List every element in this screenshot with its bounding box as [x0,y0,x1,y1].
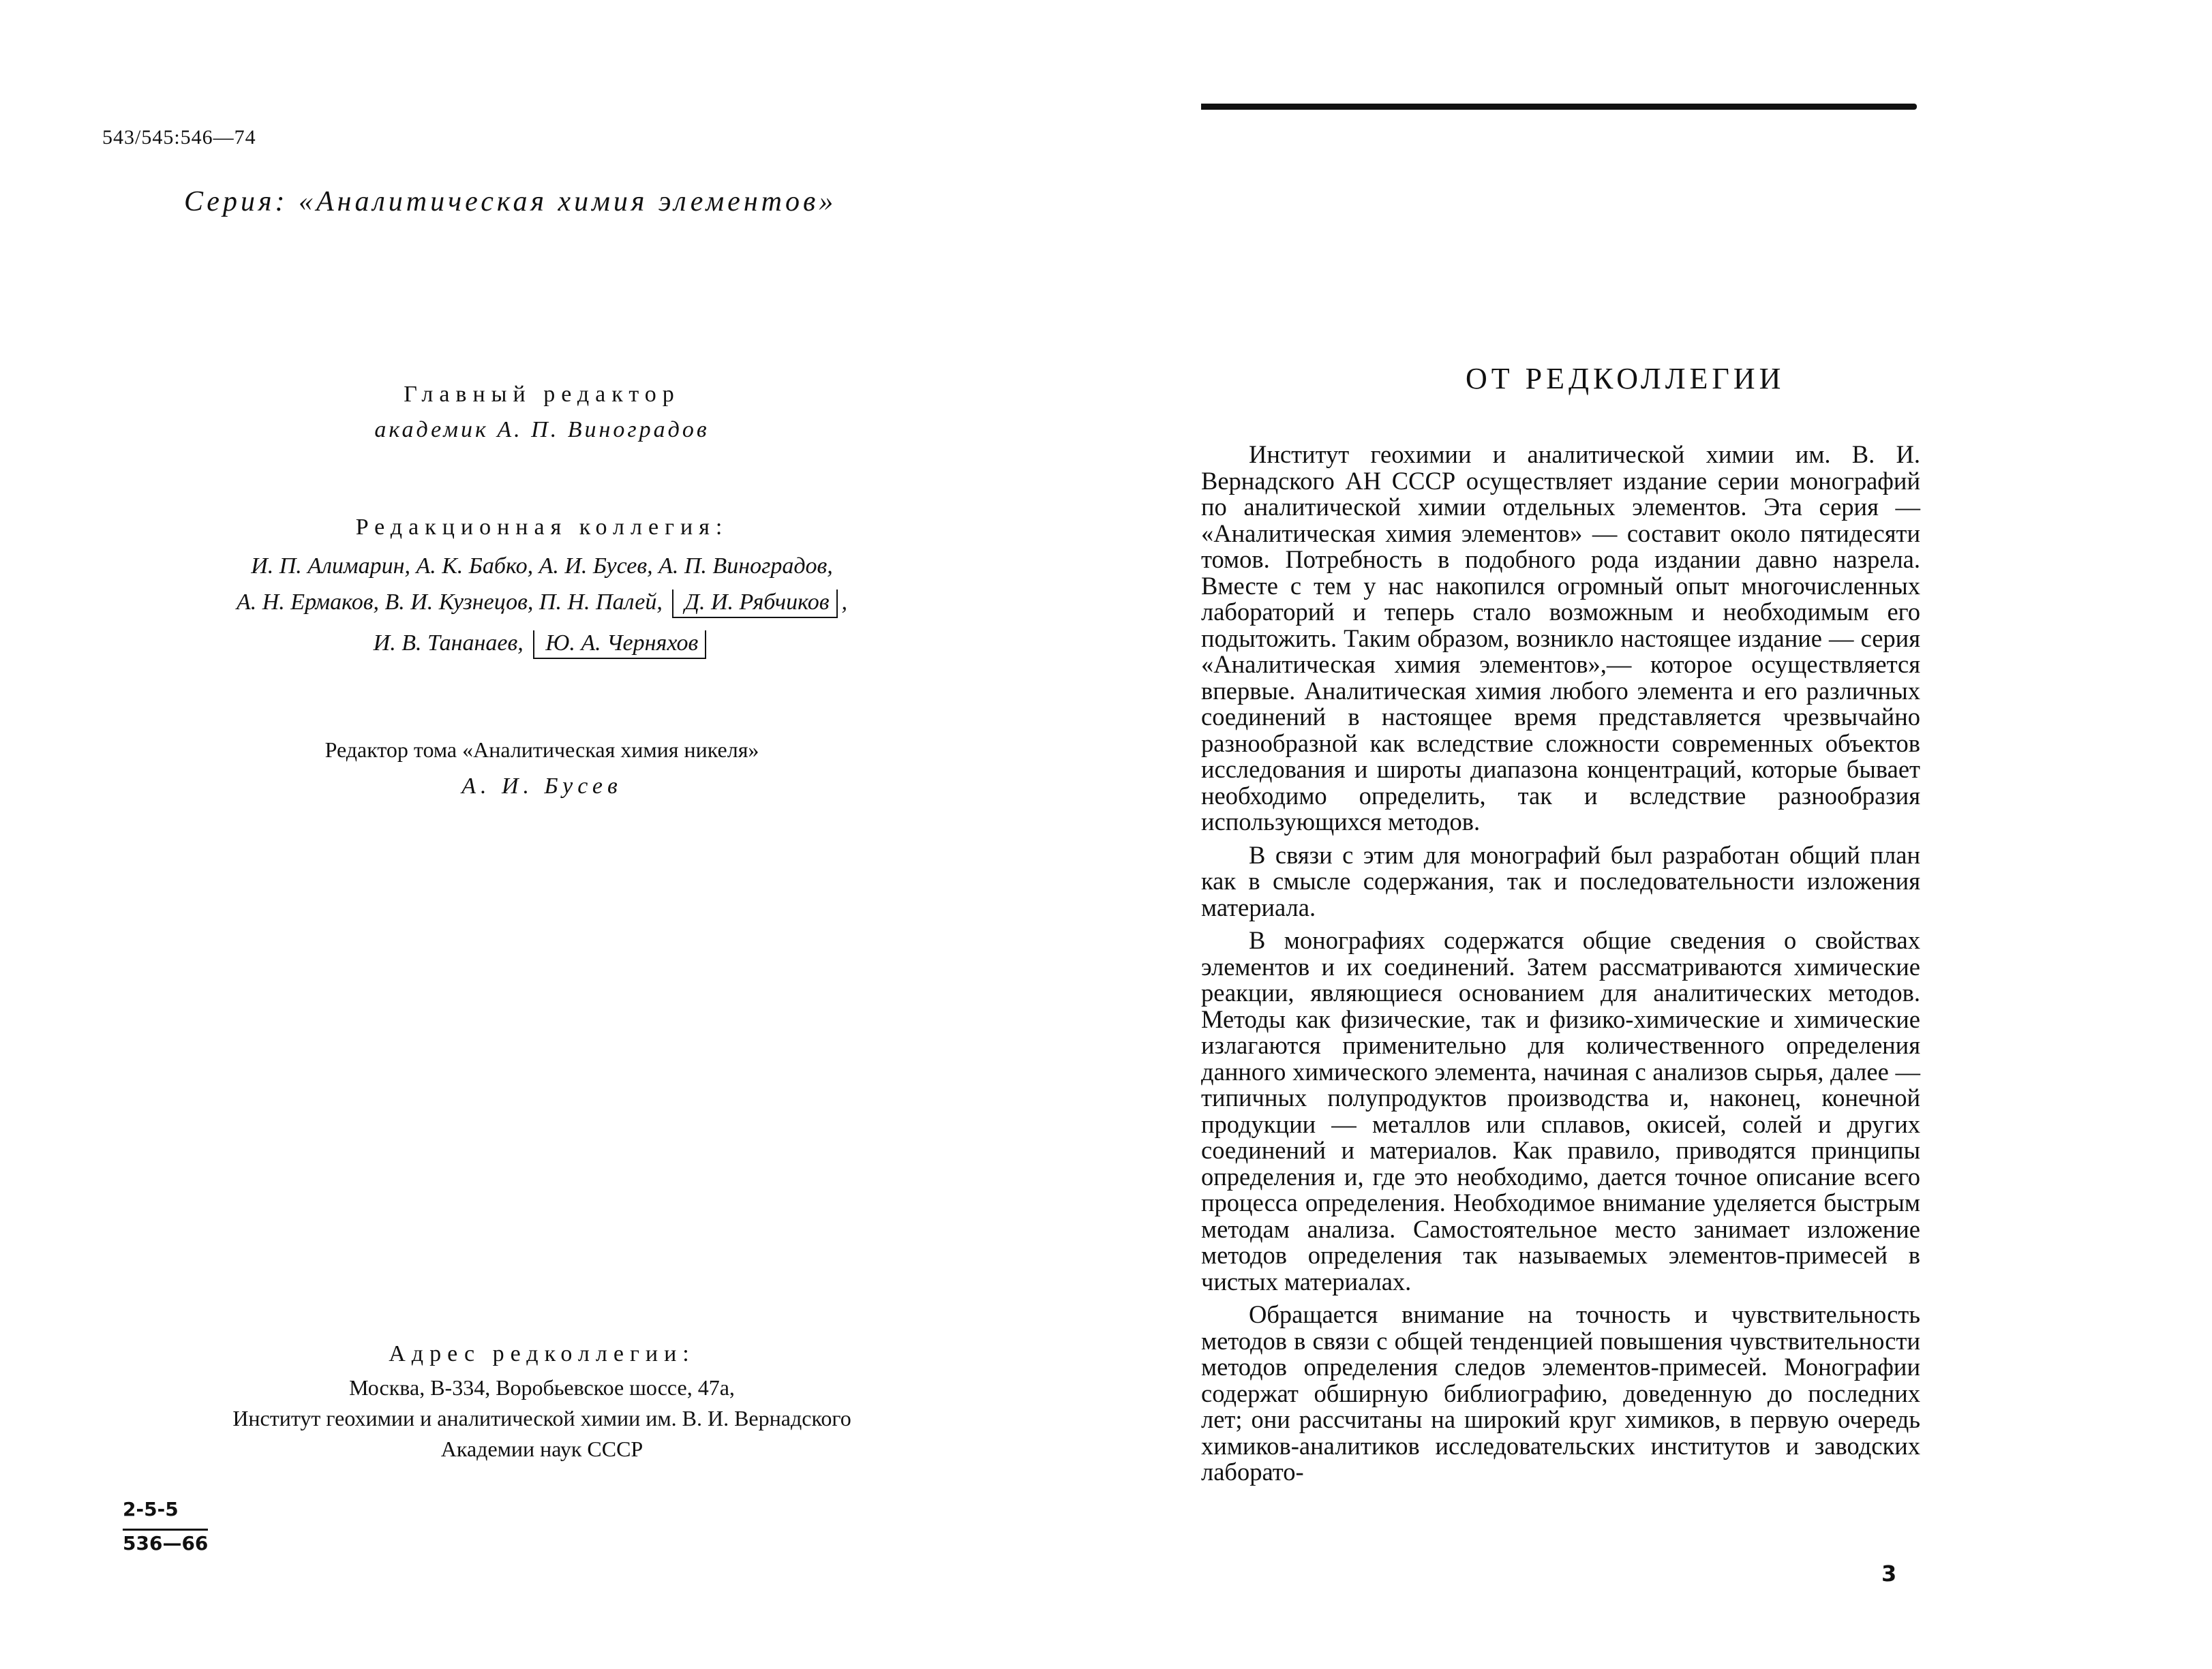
preface-body [1201,442,1920,1492]
editorial-board-label: Редакционная коллегия: [355,515,729,540]
udc-code: 543/545:546—74 [102,126,256,149]
deceased-member-frame: Ю. А. Черняхов [533,630,706,659]
series-title: Серия: «Аналитическая химия элементов» [184,186,837,217]
address-line-2: Институт геохимии и аналитической химии им. В. И. Вернадского [232,1406,851,1430]
top-rule [1201,104,1917,110]
editorial-board-line-2-text: А. Н. Ермаков, В. И. Кузнецов, П. Н. Палей, [236,589,663,615]
address-line-1: Москва, В-334, Воробьевское шоссе, 47а, [349,1375,735,1400]
deceased-member-frame: Д. И. Рябчиков [672,589,837,618]
page-number: 3 [1881,1561,1897,1587]
editorial-board-line-2-end: , [841,589,848,615]
index-code-bottom: 536—66 [123,1529,208,1555]
address-label: Адрес редколлегии: [389,1341,695,1366]
index-code-top: 2-5-5 [123,1498,179,1520]
volume-editor-name: А. И. Бусев [461,774,622,799]
page-heading: ОТ РЕДКОЛЛЕГИИ [1466,362,1785,395]
right-page [1172,0,2212,1669]
editorial-board-line-2 [102,589,982,618]
paragraph: В монографиях содержатся общие сведения о свойствах элементов и их соединений. Затем рассматриваются химические реакции, являющиеся основанием для аналитических методов. Методы как физические, так и физико-химические и химические излагаются применительно для количественного определения данного химического элемента, начиная с анализов сырья, далее — типичных полупродуктов производства и, наконец, конечной продукции — металлов или сплавов, окисей, солей и других соединений и материалов. Как правило, приводятся принципы определения и, где это необходимо, дается точное описание всего процесса определения. Необходимое внимание уделяется быстрым методам анализа. Самостоятельное место занимает изложение методов определения так называемых элементов-примесей в чистых материалах. [1201,926,1920,1296]
chief-editor-label: Главный редактор [404,382,680,407]
chief-editor-name: академик А. П. Виноградов [374,417,710,442]
editorial-board-line-3 [102,630,982,659]
paragraph: Институт геохимии и аналитической химии им. В. И. Вернадского АН СССР осуществляет издание серии монографий по аналитической химии отдельных элементов. Эта серия — «Аналитическая химия элементов» — составит около пятидесяти томов. Потребность в подобного рода издании давно назрела. Вместе с тем у нас накопился огромный опыт многочисленных лабораторий и теперь стало возможным и необходимым его подытожить. Таким образом, возникло настоящее издание — серия «Аналитическая химия элементов»,— которое осуществляется впервые. Аналитическая химия любого элемента и его различных соединений в настоящее время представляется чрезвычайно разнообразной как вследствие сложности современных объектов исследования и широты диапазона концентраций, которые бывает необходимо определить, так и вследствие разнообразия использующихся методов. [1201,440,1920,836]
address-line-3: Академии наук СССР [440,1437,643,1461]
volume-editor-label: Редактор тома «Аналитическая химия никеля» [324,737,759,762]
paragraph: В связи с этим для монографий был разработан общий план как в смысле содержания, так и последовательности изложения материала. [1201,840,1920,921]
paragraph: Обращается внимание на точность и чувствительность методов в связи с общей тенденцией повышения чувствительности методов определения следов элементов-примесей. Монографии содержат обширную библиографию, доведенную до последних лет; они рассчитаны на широкий круг химиков, в первую очередь химиков-аналитиков исследовательских институтов и заводских лаборато- [1201,1300,1920,1486]
editorial-board-line-3-text: И. В. Тананаев, [373,630,524,656]
editorial-board-line-1: И. П. Алимарин, А. К. Бабко, А. И. Бусев, А. П. Виноградов, [251,553,833,579]
